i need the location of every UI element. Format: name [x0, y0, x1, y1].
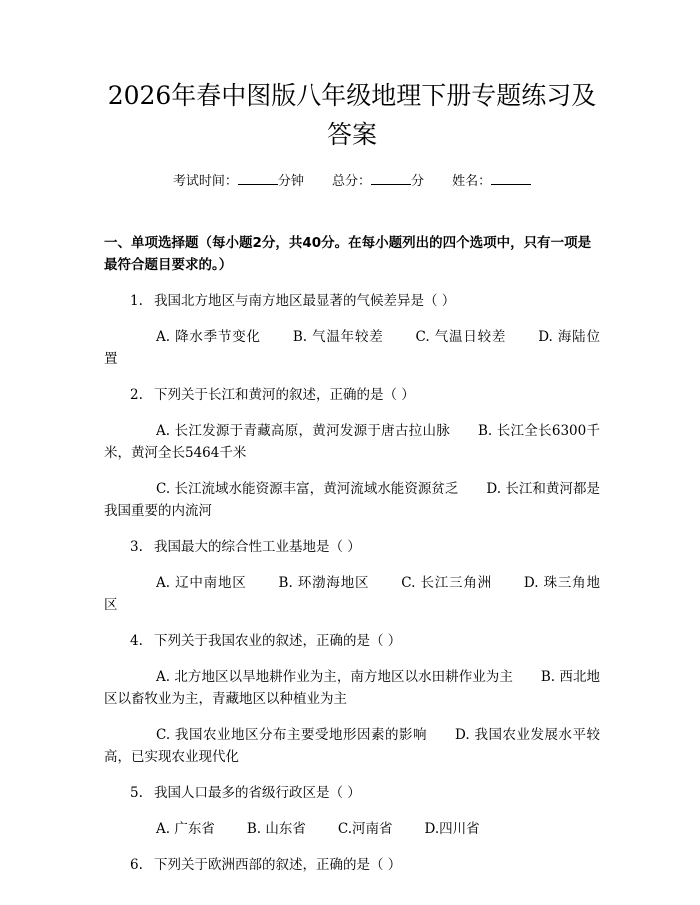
- question-number: 2.: [130, 387, 143, 403]
- section-header: 一、单项选择题（每小题2分，共40分。在每小题列出的四个选项中，只有一项是最符合题目要求的。）: [104, 235, 592, 273]
- question-number: 5.: [130, 785, 143, 801]
- option-line: [104, 572, 600, 616]
- question-list: [104, 290, 600, 876]
- total-score-field: [332, 174, 424, 189]
- question-text: 我国最大的综合性工业基地是（ ）: [154, 539, 361, 555]
- answer-option: D. 长江和黄河都是我国重要的内流河: [104, 481, 600, 519]
- name-blank: [491, 172, 531, 185]
- option-line: [104, 818, 600, 840]
- question-text: 我国人口最多的省级行政区是（ ）: [154, 785, 361, 801]
- exam-time-unit: 分钟: [277, 174, 304, 189]
- question-item: [104, 782, 600, 804]
- answer-option: D.四川省: [424, 821, 480, 837]
- exam-info: [104, 172, 600, 192]
- answer-option: C.河南省: [337, 821, 393, 837]
- total-score-blank: [371, 172, 411, 185]
- question-text: 下列关于长江和黄河的叙述，正确的是（ ）: [154, 387, 415, 403]
- question-item: [104, 630, 600, 652]
- question-text: 下列关于欧洲西部的叙述，正确的是（ ）: [154, 857, 402, 873]
- question-text: 下列关于我国农业的叙述，正确的是（ ）: [154, 633, 402, 649]
- answer-option: B. 西北地区以畜牧业为主，青藏地区以种植业为主: [104, 669, 600, 707]
- answer-option: D. 我国农业发展水平较高，已实现农业现代化: [104, 727, 600, 765]
- question-item: [104, 854, 600, 876]
- name-label: 姓名：: [452, 174, 492, 189]
- total-score-unit: 分: [411, 174, 425, 189]
- exam-time-blank: [238, 172, 278, 185]
- question-number: 3.: [130, 539, 143, 555]
- question-item: [104, 290, 600, 312]
- total-score-label: 总分：: [331, 174, 371, 189]
- question-number: 1.: [130, 293, 143, 309]
- answer-option: A. 北方地区以旱地耕作业为主，南方地区以水田耕作业为主: [156, 669, 513, 685]
- answer-option: A. 降水季节变化: [156, 329, 261, 345]
- question-item: [104, 536, 600, 558]
- option-line: [104, 326, 600, 370]
- answer-option: C. 我国农业地区分布主要受地形因素的影响: [156, 727, 428, 743]
- option-line: [104, 724, 600, 768]
- option-line: [104, 478, 600, 522]
- answer-option: C. 气温日较差: [415, 329, 507, 345]
- answer-option: A. 长江发源于青藏高原，黄河发源于唐古拉山脉: [156, 423, 450, 439]
- question-number: 4.: [130, 633, 143, 649]
- exam-time-field: [173, 174, 304, 189]
- answer-option: D. 珠三角地区: [104, 575, 600, 613]
- answer-option: A. 广东省: [156, 821, 215, 837]
- question-number: 6.: [130, 857, 143, 873]
- answer-option: C. 长江三角洲: [401, 575, 492, 591]
- answer-option: A. 辽中南地区: [156, 575, 247, 591]
- question-text: 我国北方地区与南方地区最显著的气候差异是（ ）: [154, 293, 456, 309]
- option-line: [104, 420, 600, 464]
- exam-time-label: 考试时间：: [172, 174, 238, 189]
- document-title: 2026年春中图版八年级地理下册专题练习及答案: [107, 81, 597, 149]
- name-field: [452, 174, 531, 189]
- option-line: [104, 666, 600, 710]
- answer-option: D. 海陆位置: [104, 329, 600, 367]
- answer-option: B. 长江全长6300千米，黄河全长5464千米: [104, 423, 600, 461]
- question-item: [104, 384, 600, 406]
- answer-option: B. 气温年较差: [292, 329, 384, 345]
- answer-option: B. 环渤海地区: [278, 575, 370, 591]
- answer-option: B. 山东省: [246, 821, 306, 837]
- answer-option: C. 长江流域水能资源丰富，黄河流域水能资源贫乏: [156, 481, 459, 497]
